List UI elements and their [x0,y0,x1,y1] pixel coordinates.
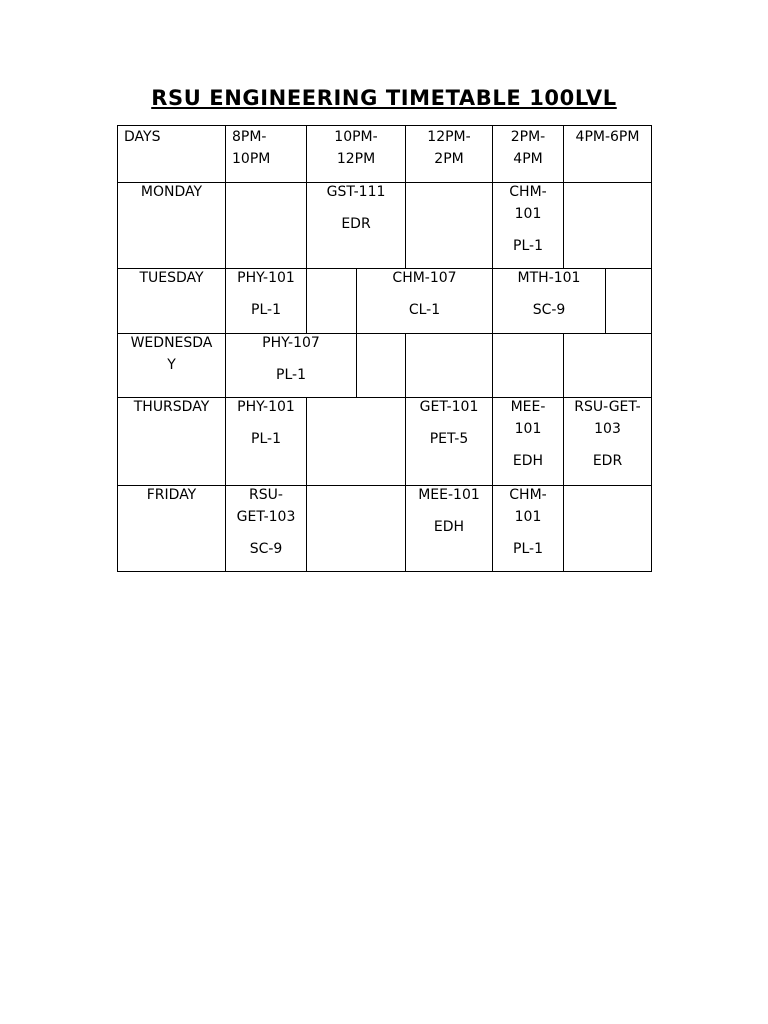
border-line [306,485,307,571]
day-tuesday: TUESDAY [139,270,204,286]
class-gst-111: GST-111 EDR [326,184,386,232]
header-slot-10pm-12pm: 10PM- 12PM [334,129,378,167]
class-chm-107: CHM-107 CL-1 [392,270,457,318]
day-friday: FRIDAY [146,487,197,503]
class-phy-107: PHY-107 PL-1 [262,335,320,383]
border-line [117,571,652,572]
border-line [356,333,357,397]
border-line [306,268,307,333]
class-phy-101-tuesday: PHY-101 PL-1 [237,270,295,318]
border-line [563,182,564,268]
header-days: DAYS [124,129,161,145]
class-phy-101-thursday: PHY-101 PL-1 [237,399,295,447]
day-monday: MONDAY [140,184,203,200]
border-line [563,485,564,571]
day-wednesday: WEDNESDA Y [130,335,213,373]
class-get-101: GET-101 PET-5 [419,399,479,447]
border-line [563,333,564,397]
header-slot-8pm-10pm: 8PM- 10PM [232,129,271,167]
class-mth-101: MTH-101 SC-9 [517,270,581,318]
border-line [405,333,406,397]
page-title: RSU ENGINEERING TIMETABLE 100LVL [151,86,617,110]
timetable [117,125,652,572]
header-slot-12pm-2pm: 12PM- 2PM [427,129,471,167]
border-line [605,268,606,333]
class-mee-101-thursday: MEE- 101 EDH [510,399,546,469]
header-slot-4pm-6pm: 4PM-6PM [575,129,640,145]
class-rsu-get-103-friday: RSU- GET-103 SC-9 [236,487,296,557]
border-line [492,333,493,397]
border-line [405,182,406,268]
class-rsu-get-103-thursday: RSU-GET- 103 EDR [574,399,641,469]
class-chm-101-monday: CHM- 101 PL-1 [509,184,547,254]
class-mee-101-friday: MEE-101 EDH [418,487,480,535]
border-line [306,397,307,485]
border-line [651,125,652,572]
header-slot-2pm-4pm: 2PM- 4PM [510,129,546,167]
class-chm-101-friday: CHM- 101 PL-1 [509,487,547,557]
day-thursday: THURSDAY [133,399,210,415]
